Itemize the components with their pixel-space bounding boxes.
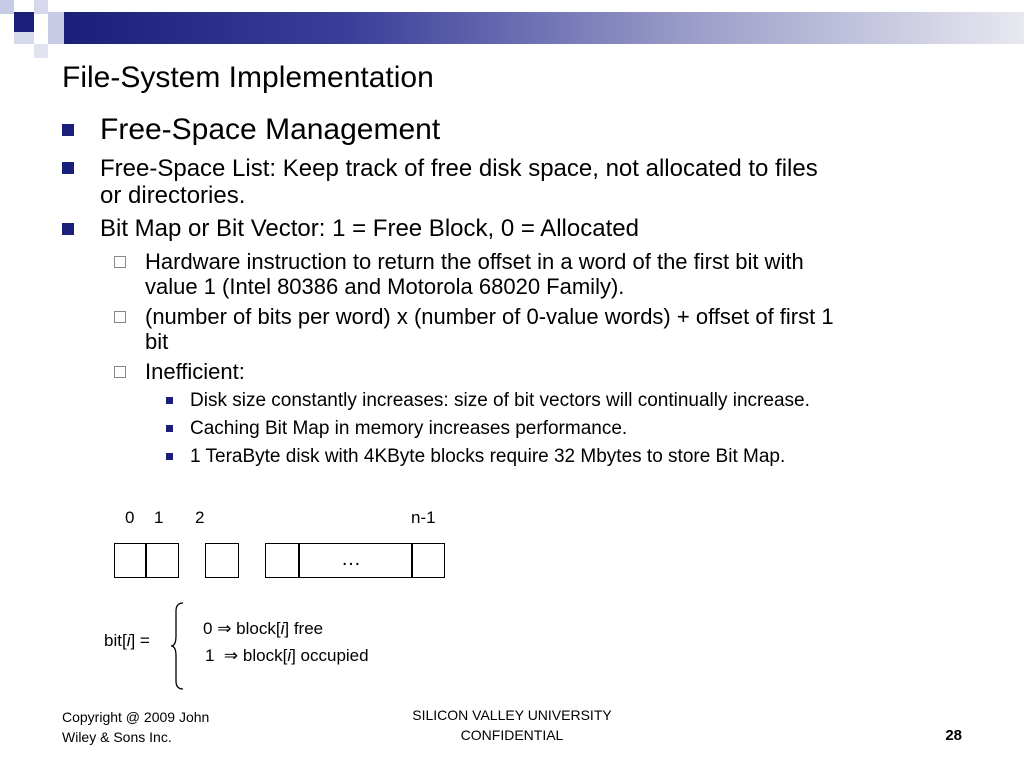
case-free-prefix: block[ [231,619,281,638]
case-free-value: 0 [203,619,213,638]
case-free-var: i [280,619,285,638]
bit-i-label [104,631,150,651]
copyright-line2: Wiley & Sons Inc. [62,729,172,745]
copyright-line1: Copyright @ 2009 John [62,709,210,725]
bullet-free-space-list-line2: or directories. [100,182,246,209]
bullet-square-icon [62,223,74,235]
slide-title: File-System Implementation [62,61,434,94]
deco-square [34,0,48,14]
bullet-square-icon [62,162,74,174]
index-label-1: 1 [154,508,164,527]
index-label-n-1: n-1 [411,508,436,527]
sub-sub-bullet-disk-size: Disk size constantly increases: size of bit vectors will continually increase. [190,390,810,411]
sub-sub-bullet-terabyte: 1 TeraByte disk with 4KByte blocks require 32 Mbytes to store Bit Map. [190,446,786,467]
ellipsis-text: … [341,548,361,570]
case-occupied-value: 1 [205,646,215,665]
center-line2: CONFIDENTIAL [460,727,564,743]
sub-bullet-hardware-line2: value 1 (Intel 80386 and Motorola 68020 Family). [145,274,625,299]
bit-cell-0 [114,543,147,578]
bullet-hollow-square-icon [114,311,126,323]
bullet-small-square-icon [166,425,173,432]
footer-center [362,705,662,745]
case-occupied [205,646,369,666]
case-free-suffix: ] free [284,619,324,638]
sub-bullet-hardware-line1: Hardware instruction to return the offset in a word of the first bit with [145,249,804,274]
bit-label-prefix: bit[ [104,631,127,650]
deco-square [48,12,64,44]
deco-square [14,32,34,44]
case-occupied-suffix: ] occupied [291,646,369,665]
implies-arrow-icon: ⇒ [217,619,232,638]
sub-bullet-formula-line2: bit [145,329,169,354]
sub-bullet-formula-line1: (number of bits per word) x (number of 0-value words) + offset of first 1 [145,304,834,329]
bullet-bit-map: Bit Map or Bit Vector: 1 = Free Block, 0 = Allocated [100,215,639,242]
bit-cell-group-start [265,543,300,578]
bit-cell-n-1 [411,543,445,578]
page-number: 28 [945,727,962,744]
deco-square [0,0,14,14]
sub-bullet-inefficient: Inefficient: [145,359,245,384]
bit-cell-2 [205,543,239,578]
title-bar-gradient [64,12,1024,44]
bullet-small-square-icon [166,453,173,460]
bullet-hollow-square-icon [114,256,126,268]
case-free [203,619,323,639]
index-label-2: 2 [195,508,205,527]
bit-label-var: i [126,631,131,650]
case-occupied-prefix: block[ [238,646,288,665]
bullet-small-square-icon [166,397,173,404]
curly-brace-icon [170,602,184,690]
sub-sub-bullet-caching: Caching Bit Map in memory increases performance. [190,418,628,439]
bullet-free-space-management: Free-Space Management [100,113,441,146]
footer-copyright [62,707,209,747]
bullet-square-icon [62,124,74,136]
deco-square [14,12,34,32]
implies-arrow-icon: ⇒ [223,646,239,665]
bullet-free-space-list-line1: Free-Space List: Keep track of free disk space, not allocated to files [100,155,818,182]
deco-square [34,44,48,58]
center-line1: SILICON VALLEY UNIVERSITY [412,707,612,723]
bullet-hollow-square-icon [114,366,126,378]
bit-label-suffix: ] = [130,631,150,650]
case-occupied-var: i [287,646,292,665]
index-label-0: 0 [125,508,135,527]
bit-cell-1 [145,543,179,578]
